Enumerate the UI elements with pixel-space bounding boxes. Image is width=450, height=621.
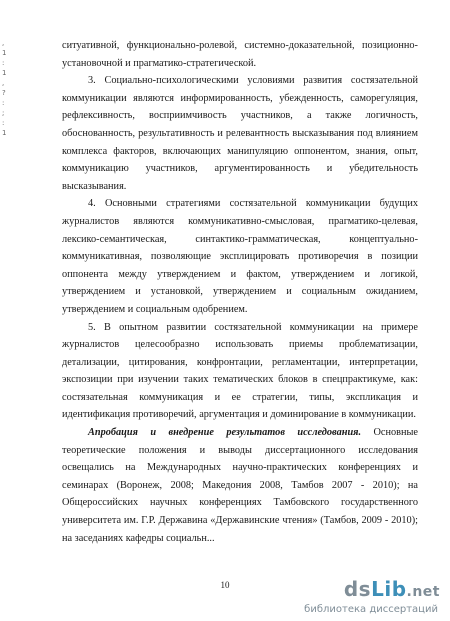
approbation-heading: Апробация и внедрение результатов исследования. bbox=[88, 427, 362, 439]
margin-marks bbox=[2, 38, 10, 138]
paragraph-continuation: ситуативной, функционально-ролевой, системно-доказательной, позиционно-установочной и прагматико-стратегической. bbox=[62, 40, 418, 69]
page-number: 10 bbox=[220, 580, 230, 590]
margin-mark: 1 bbox=[2, 49, 7, 57]
dslib-caption: библиотека диссертаций bbox=[304, 604, 438, 615]
margin-mark: ? bbox=[2, 89, 6, 97]
dslib-watermark[interactable] bbox=[242, 575, 442, 617]
margin-mark: 1 bbox=[2, 129, 7, 137]
paragraph-approbation bbox=[62, 424, 418, 547]
margin-mark: ; bbox=[2, 109, 5, 117]
margin-mark: , bbox=[2, 79, 5, 87]
margin-mark: 1 bbox=[2, 69, 7, 77]
dslib-logo: dsLib.net bbox=[343, 577, 440, 601]
body-text bbox=[62, 37, 418, 547]
approbation-body: Основные теоретические положения и выводы диссертационного исследования освещались на Международных научно-практических конференциях и семинарах (Воронеж, 2008; Македония 2008, Тамбов 2007 - 2010); на Общероссийских научных конференциях Тамбовского государственного университета им. Г.Р. Державина «Державинские чтения» (Тамбов, 2009 - 2010); на заседаниях кафедры социальн... bbox=[62, 427, 418, 544]
paragraph-5: 5. В опытном развитии состязательной коммуникации на примере журналистов целесообразно использовать приемы проблематизации, детализации, цитирования, конфронтации, регламентации, интерпретации, экспозиции при изучении таких тематических блоков в спецпрактикуме, как: состязательная коммуникация и ее стратегии, типы, экспликация и идентификация противоречий, аргументация и доминирование в коммуникации. bbox=[62, 321, 418, 421]
paragraph-3: 3. Социально-психологическими условиями развития состязательной коммуникации являются информированность, убежденность, саморегуляция, рефлексивность, восприимчивость участников, а также логичность, обоснованность, результативность и релевантность высказывания под влиянием комплекса факторов, включающих манипуляцию оппонентом, знания, опыт, коммуникацию участников, аргументированность и убедительность высказывания. bbox=[62, 75, 418, 192]
margin-mark: : bbox=[2, 119, 5, 127]
margin-mark: : bbox=[2, 59, 5, 67]
margin-mark: , bbox=[2, 39, 5, 47]
paragraph-4: 4. Основными стратегиями состязательной коммуникации будущих журналистов являются коммуникативно-смысловая, прагматико-целевая, лексико-семантическая, синтактико-грамматическая, концептуально-коммуникативная, позволяющие эксплицировать противоречия в позиции оппонента между утверждением и фактом, утверждением и логикой, утверждением и установкой, утверждением и социальным ожиданием, утверждением и социальным одобрением. bbox=[62, 198, 418, 315]
margin-mark: : bbox=[2, 99, 5, 107]
